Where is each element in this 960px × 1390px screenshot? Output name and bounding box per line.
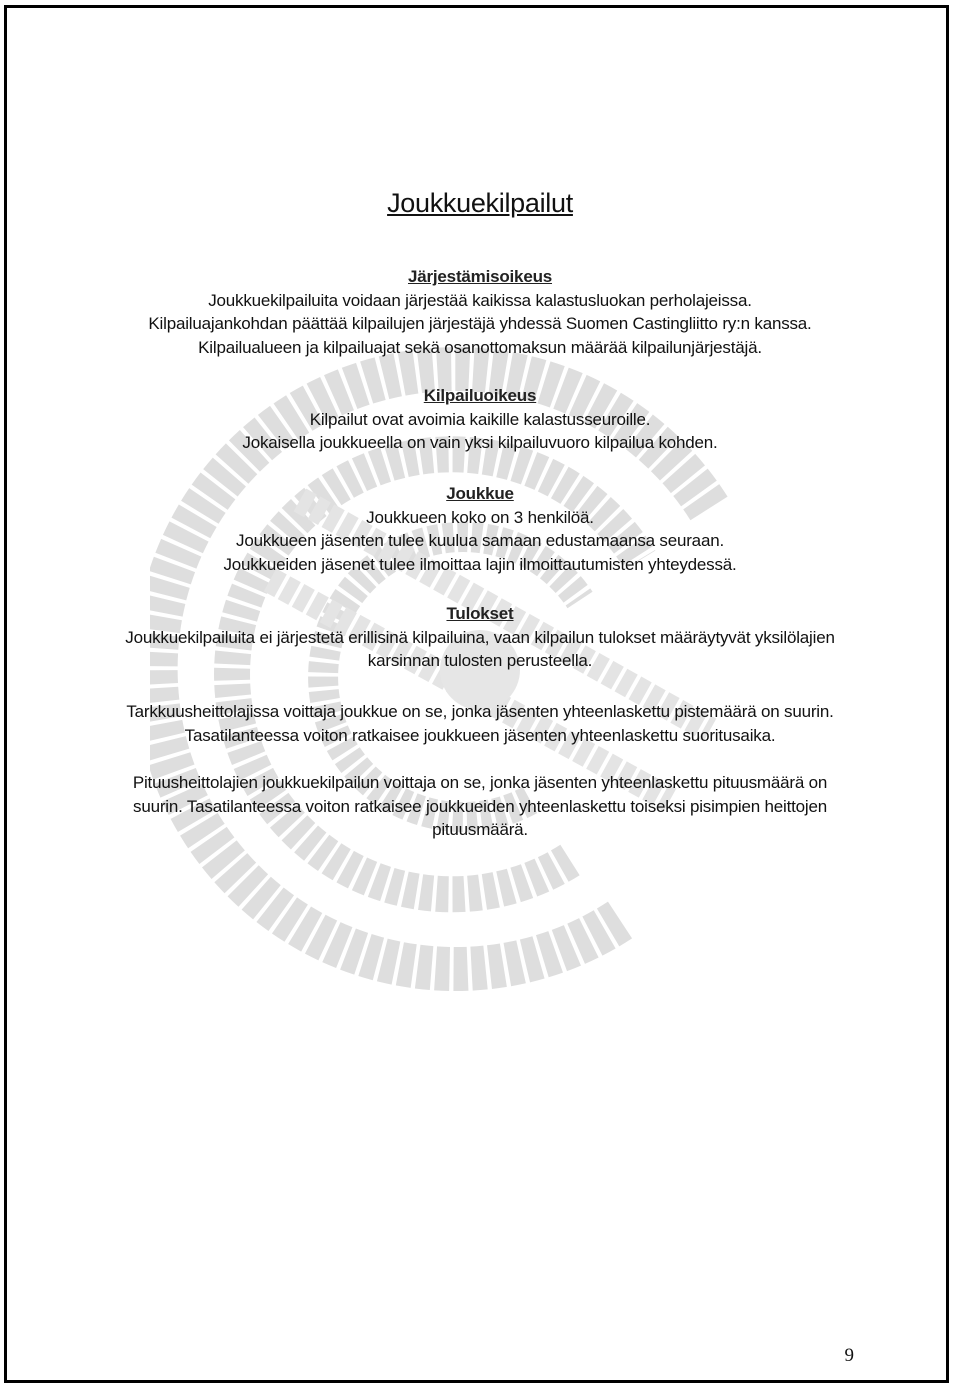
section-heading: Järjestämisoikeus (407, 267, 553, 286)
text-line: Kilpailut ovat avoimia kaikille kalastusseuroille. (309, 409, 651, 429)
text-line: Kilpailualueen ja kilpailuajat sekä osanottomaksun määrää kilpailunjärjestäjä. (198, 337, 762, 357)
text-line: Joukkueiden jäsenet tulee ilmoittaa lajin ilmoittautumisten yhteydessä. (223, 554, 737, 574)
text-line: Pituusheittolajien joukkuekilpailun voittaja on se, jonka jäsenten yhteenlaskettu pituusmäärä on (132, 773, 828, 792)
text-line: Kilpailuajankohdan päättää kilpailujen järjestäjä yhdessä Suomen Castingliitto ry:n kanssa. (148, 314, 812, 333)
page-title: Joukkuekilpailut (387, 188, 573, 218)
text-line: suurin. Tasatilanteessa voiton ratkaisee joukkueiden yhteenlaskettu toiseksi pisimpien heittojen (133, 796, 827, 816)
section-kilpailuoikeus (40, 384, 920, 455)
section-joukkue (40, 482, 920, 576)
paragraph-tarkkuusheitto (40, 700, 920, 747)
section-heading: Tulokset (446, 604, 514, 623)
paragraph-pituusheitto (40, 771, 920, 842)
page-number: 9 (844, 1345, 854, 1366)
text-line: Joukkueen koko on 3 henkilöä. (366, 507, 594, 527)
text-line: Joukkuekilpailuita ei järjestetä erillisinä kilpailuina, vaan kilpailun tulokset määräytyvät yksilölajien (125, 627, 835, 647)
text-line: karsinnan tulosten perusteella. (367, 651, 593, 670)
section-tulokset (40, 602, 920, 673)
section-heading: Kilpailuoikeus (423, 386, 537, 405)
text-line: pituusmäärä. (432, 820, 528, 839)
text-line: Joukkueen jäsenten tulee kuulua samaan edustamaansa seuraan. (236, 531, 724, 550)
text-line: Tasatilanteessa voiton ratkaisee joukkueen jäsenten yhteenlaskettu suoritusaika. (184, 725, 776, 745)
text-line: Joukkuekilpailuita voidaan järjestää kaikissa kalastusluokan perholajeissa. (208, 290, 752, 310)
text-line: Tarkkuusheittolajissa voittaja joukkue on se, jonka jäsenten yhteenlaskettu pistemäärä on suurin. (126, 702, 834, 721)
section-heading: Joukkue (446, 484, 514, 503)
section-jarjestamisoikeus (40, 265, 920, 359)
text-line: Jokaisella joukkueella on vain yksi kilpailuvuoro kilpailua kohden. (242, 433, 718, 452)
